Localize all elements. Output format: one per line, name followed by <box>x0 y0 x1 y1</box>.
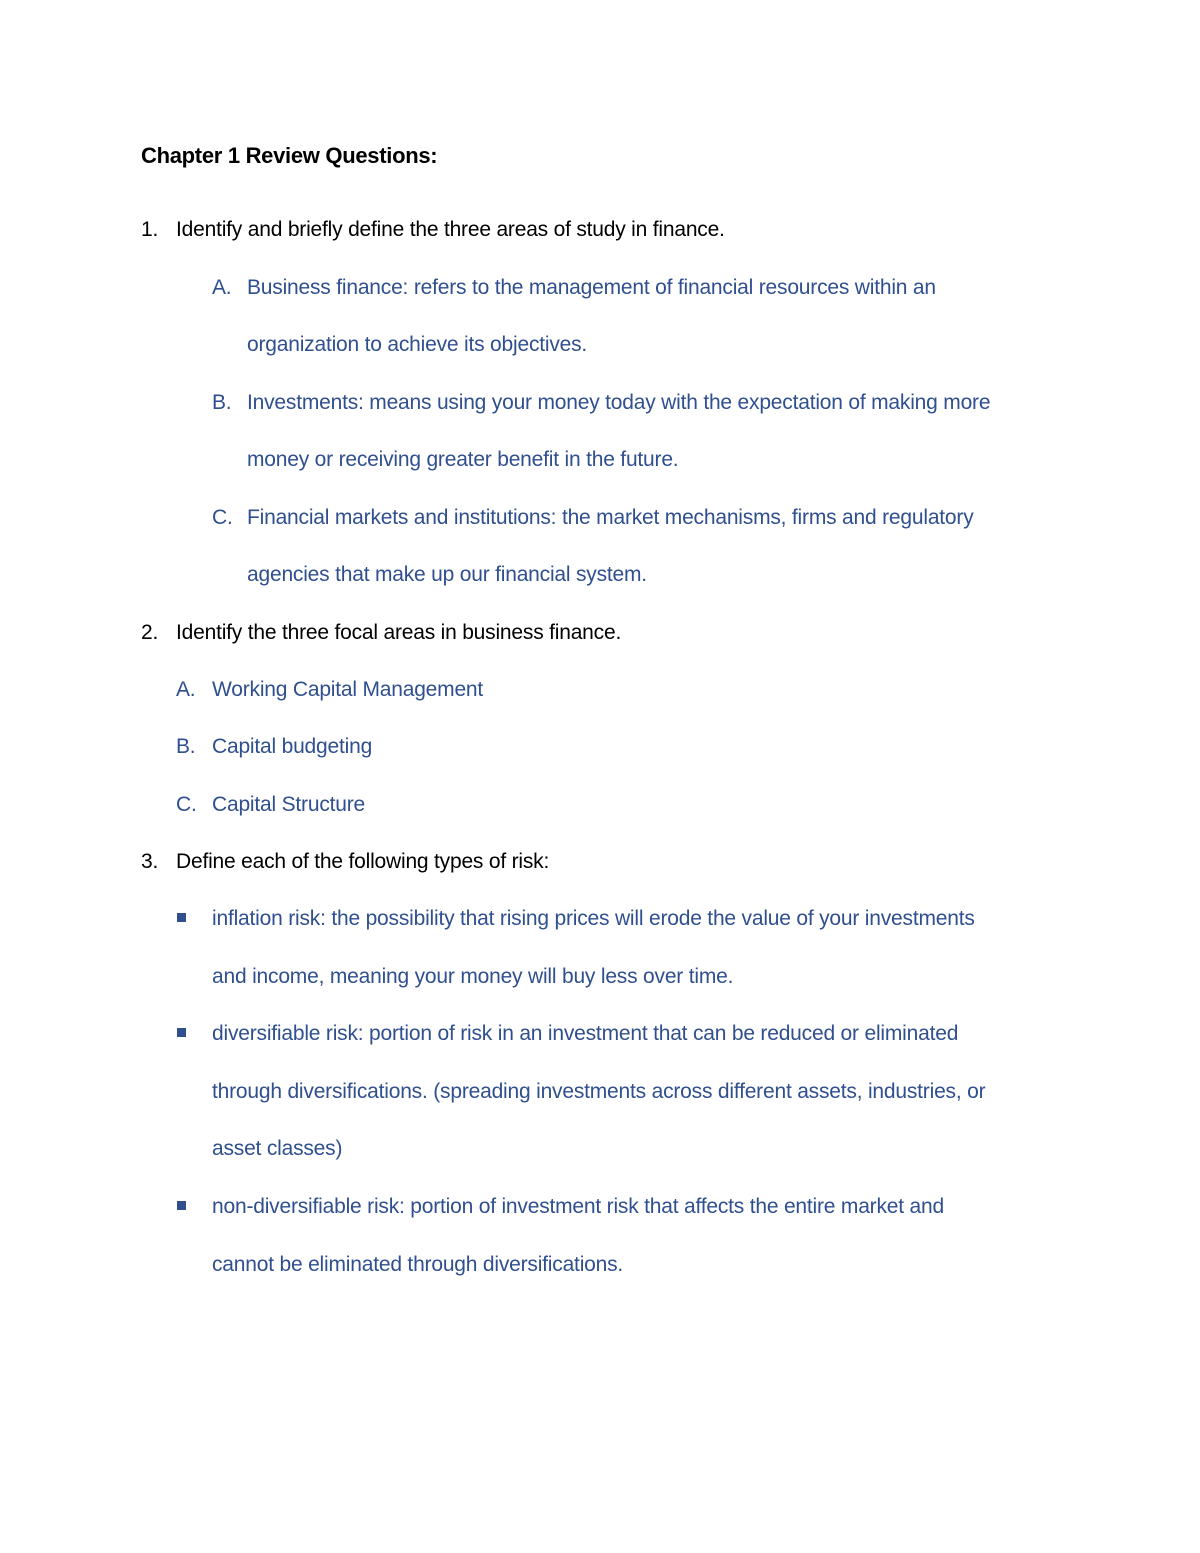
page-title: Chapter 1 Review Questions: <box>141 143 438 168</box>
question-text: Define each of the following types of risk: <box>176 850 550 873</box>
answer-line: Capital Structure <box>212 793 366 816</box>
answer-marker: B. <box>176 735 196 758</box>
answer-line: Business finance: refers to the management of financial resources within an <box>247 276 936 299</box>
answer-marker: A. <box>176 678 196 701</box>
answer-line: non-diversifiable risk: portion of investment risk that affects the entire market and <box>212 1195 944 1218</box>
square-bullet-icon <box>177 913 186 922</box>
square-bullet-icon <box>177 1201 186 1210</box>
question-number: 1. <box>141 218 159 241</box>
answer-line: inflation risk: the possibility that rising prices will erode the value of your investments <box>212 907 975 930</box>
answer-line: and income, meaning your money will buy less over time. <box>212 965 734 988</box>
answer-line: organization to achieve its objectives. <box>247 333 588 356</box>
answer-line: cannot be eliminated through diversifications. <box>212 1253 624 1276</box>
question-number: 2. <box>141 621 159 644</box>
answer-line: Capital budgeting <box>212 735 373 758</box>
answer-line: Investments: means using your money today with the expectation of making more <box>247 391 991 414</box>
answer-marker: A. <box>212 276 232 299</box>
answer-marker: C. <box>176 793 197 816</box>
answer-line: Working Capital Management <box>212 678 484 701</box>
square-bullet-icon <box>177 1028 186 1037</box>
answer-marker: C. <box>212 506 233 529</box>
answer-line: Financial markets and institutions: the market mechanisms, firms and regulatory <box>247 506 974 529</box>
answer-marker: B. <box>212 391 232 414</box>
answer-line: agencies that make up our financial system. <box>247 563 647 586</box>
answer-line: through diversifications. (spreading investments across different assets, industries, or <box>212 1080 986 1103</box>
answer-line: asset classes) <box>212 1137 343 1160</box>
question-text: Identify and briefly define the three areas of study in finance. <box>176 218 725 241</box>
question-number: 3. <box>141 850 159 873</box>
answer-line: money or receiving greater benefit in the future. <box>247 448 679 471</box>
question-text: Identify the three focal areas in business finance. <box>176 621 622 644</box>
answer-line: diversifiable risk: portion of risk in an investment that can be reduced or eliminated <box>212 1022 959 1045</box>
